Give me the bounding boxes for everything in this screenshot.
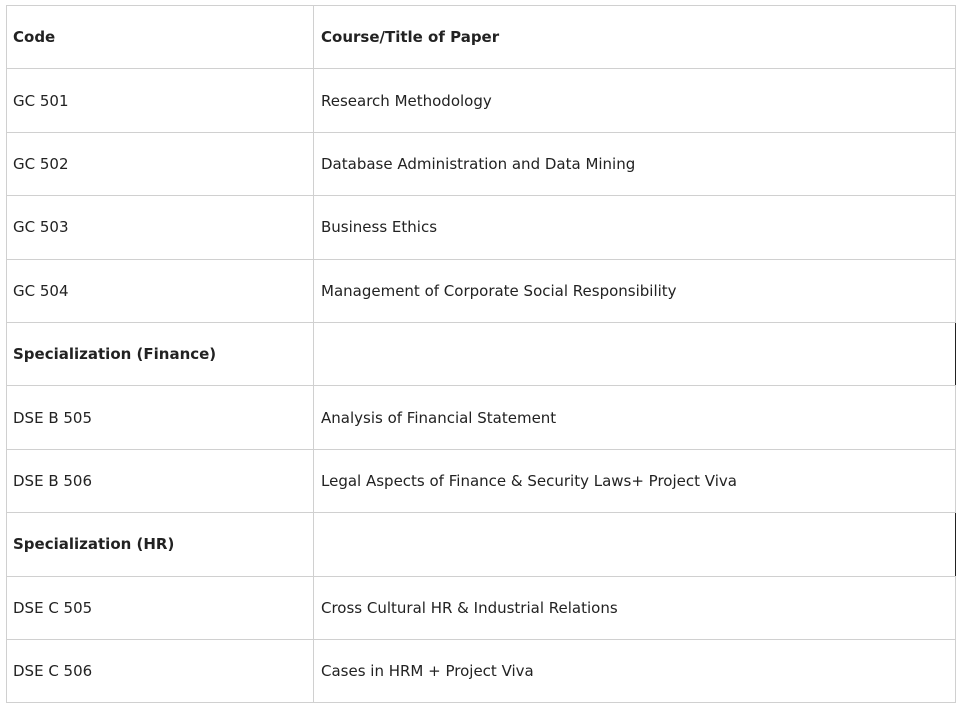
table-row xyxy=(7,449,956,512)
course-code: DSE C 506 xyxy=(7,639,314,702)
course-code: DSE B 506 xyxy=(7,449,314,512)
table-row xyxy=(7,196,956,259)
course-code: GC 502 xyxy=(7,132,314,195)
header-title: Course/Title of Paper xyxy=(314,6,956,69)
table-row xyxy=(7,259,956,322)
section-empty-cell xyxy=(314,513,956,576)
section-heading: Specialization (Finance) xyxy=(7,322,314,385)
course-code: DSE B 505 xyxy=(7,386,314,449)
course-title: Legal Aspects of Finance & Security Laws+ Project Viva xyxy=(314,449,956,512)
course-title: Management of Corporate Social Responsibility xyxy=(314,259,956,322)
course-code: DSE C 505 xyxy=(7,576,314,639)
course-code: GC 501 xyxy=(7,69,314,132)
course-title: Cases in HRM + Project Viva xyxy=(314,639,956,702)
course-title: Database Administration and Data Mining xyxy=(314,132,956,195)
header-code: Code xyxy=(7,6,314,69)
course-code: GC 504 xyxy=(7,259,314,322)
section-row-finance xyxy=(7,322,956,385)
course-title: Research Methodology xyxy=(314,69,956,132)
course-table xyxy=(6,5,956,703)
table-row xyxy=(7,639,956,702)
section-empty-cell xyxy=(314,322,956,385)
section-heading: Specialization (HR) xyxy=(7,513,314,576)
section-row-hr xyxy=(7,513,956,576)
course-title: Cross Cultural HR & Industrial Relations xyxy=(314,576,956,639)
course-table-body xyxy=(7,6,956,703)
course-code: GC 503 xyxy=(7,196,314,259)
table-header-row xyxy=(7,6,956,69)
table-row xyxy=(7,576,956,639)
table-row xyxy=(7,132,956,195)
course-title: Analysis of Financial Statement xyxy=(314,386,956,449)
table-row xyxy=(7,69,956,132)
table-row xyxy=(7,386,956,449)
course-title: Business Ethics xyxy=(314,196,956,259)
